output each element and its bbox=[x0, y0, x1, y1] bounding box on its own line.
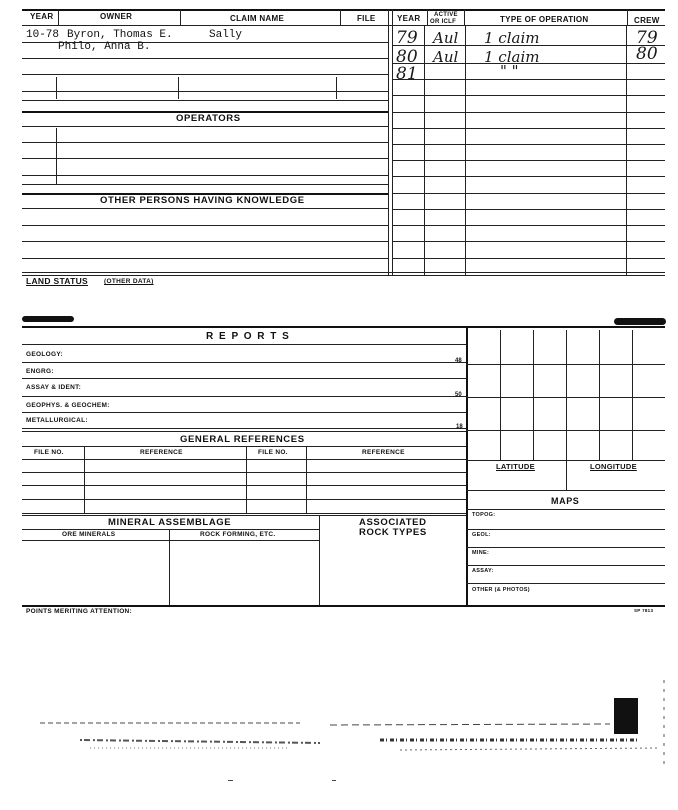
land-status-subheading: (OTHER DATA) bbox=[104, 278, 154, 285]
col-active-header-2: OR ICLF bbox=[430, 19, 457, 25]
right-row-line bbox=[392, 209, 665, 210]
hdr-sep bbox=[58, 9, 59, 25]
latlong-grid-line bbox=[466, 460, 665, 461]
reports-line bbox=[22, 344, 466, 345]
maps-geol-label: GEOL: bbox=[472, 532, 491, 538]
land-status-heading: LAND STATUS bbox=[26, 276, 89, 286]
top-border bbox=[22, 9, 665, 11]
other-persons-heading: OTHER PERSONS HAVING KNOWLEDGE bbox=[100, 195, 305, 206]
ref-col-reference: REFERENCE bbox=[140, 449, 183, 456]
mineral-line bbox=[22, 529, 319, 530]
latlong-grid-line bbox=[566, 330, 567, 490]
right-row-line bbox=[392, 95, 665, 96]
bottom-section-bottom-line bbox=[22, 605, 665, 607]
right-row-line bbox=[392, 176, 665, 177]
reports-line bbox=[22, 378, 466, 379]
entry-owner: Byron, Thomas E. bbox=[67, 29, 173, 41]
references-line bbox=[22, 446, 466, 447]
references-col-line bbox=[246, 446, 247, 514]
latlong-grid-line bbox=[466, 490, 665, 491]
rock-forming-header: ROCK FORMING, ETC. bbox=[200, 531, 276, 538]
left-row-line bbox=[22, 184, 388, 185]
col-crew-header: CREW bbox=[634, 16, 660, 25]
latlong-grid-line bbox=[533, 330, 534, 460]
right-row-line bbox=[392, 79, 665, 80]
references-line bbox=[22, 472, 466, 473]
latlong-grid-line bbox=[599, 330, 600, 460]
left-col-line bbox=[178, 77, 179, 99]
maps-topog-label: TOPOG: bbox=[472, 512, 496, 518]
right-row-line bbox=[392, 160, 665, 161]
latlong-grid-line bbox=[500, 330, 501, 460]
left-row-line bbox=[22, 158, 388, 159]
activity-crew: 80 bbox=[636, 44, 658, 64]
hdr-sep bbox=[180, 9, 181, 25]
mineral-assemblage-heading: MINERAL ASSEMBLAGE bbox=[108, 517, 232, 528]
latlong-grid-line bbox=[466, 430, 665, 431]
left-col-line bbox=[56, 77, 57, 99]
report-label-geology: GEOLOGY: bbox=[26, 351, 63, 358]
activity-active: Aul bbox=[433, 48, 459, 66]
reports-line bbox=[22, 396, 466, 397]
activity-year: 79 bbox=[396, 28, 418, 48]
left-row-line bbox=[22, 241, 388, 242]
activity-year: 80 bbox=[396, 47, 418, 67]
main-divider bbox=[388, 9, 389, 275]
right-row-line bbox=[392, 144, 665, 145]
references-col-line bbox=[84, 446, 85, 514]
activity-active: Aul bbox=[433, 29, 459, 47]
maps-heading: MAPS bbox=[551, 496, 580, 506]
report-label-metallurgical: METALLURGICAL: bbox=[26, 417, 88, 424]
hdr-sep bbox=[340, 9, 341, 25]
mineral-col-line bbox=[319, 515, 320, 606]
bottom-section-top-line bbox=[22, 326, 665, 328]
ref-col-file-no: FILE NO. bbox=[258, 449, 288, 456]
left-row-line bbox=[22, 58, 388, 59]
left-row-line bbox=[22, 100, 388, 101]
activity-operation: " " bbox=[500, 62, 519, 80]
activity-year: 81 bbox=[396, 64, 418, 84]
right-row-line bbox=[392, 128, 665, 129]
references-line bbox=[22, 459, 466, 460]
reports-line bbox=[22, 412, 466, 413]
maps-assay-label: ASSAY: bbox=[472, 568, 494, 574]
hdr-sep bbox=[627, 9, 628, 25]
operators-heading: OPERATORS bbox=[176, 113, 241, 124]
latitude-label: LATITUDE bbox=[496, 462, 535, 471]
col-file-header: FILE bbox=[357, 14, 376, 23]
header-divider bbox=[22, 25, 665, 26]
references-line bbox=[22, 485, 466, 486]
maps-line bbox=[466, 547, 665, 548]
report-label-engrg: ENGRG: bbox=[26, 368, 54, 375]
left-row-line bbox=[22, 126, 388, 127]
left-row-line bbox=[22, 175, 388, 176]
latlong-grid-line bbox=[632, 330, 633, 460]
general-references-heading: GENERAL REFERENCES bbox=[180, 434, 305, 445]
hdr-sep bbox=[464, 9, 465, 25]
right-row-line bbox=[392, 193, 665, 194]
right-row-line bbox=[392, 112, 665, 113]
entry-owner: Philo, Anna B. bbox=[58, 41, 151, 53]
col-type-of-operation-header: TYPE OF OPERATION bbox=[500, 15, 589, 24]
left-row-line bbox=[22, 225, 388, 226]
maps-other-label: OTHER (& PHOTOS) bbox=[472, 587, 530, 593]
reports-heading: R E P O R T S bbox=[206, 331, 291, 342]
report-num: 50 bbox=[455, 392, 462, 398]
longitude-label: LONGITUDE bbox=[590, 462, 637, 471]
left-col-line bbox=[56, 128, 57, 184]
col-active-header-1: ACTIVE bbox=[434, 12, 458, 18]
maps-mine-label: MINE: bbox=[472, 550, 490, 556]
top-section-bottom-line bbox=[22, 272, 665, 273]
left-col-line bbox=[336, 77, 337, 99]
associated-rock-types-heading-2: ROCK TYPES bbox=[359, 527, 427, 538]
reports-divider bbox=[466, 326, 468, 606]
report-num: 48 bbox=[455, 358, 462, 364]
entry-year: 10-78 bbox=[26, 29, 60, 41]
main-divider bbox=[392, 9, 393, 275]
col-owner-header: OWNER bbox=[100, 12, 133, 21]
activity-operation: 1 claim bbox=[484, 48, 540, 66]
form-number: SP 7813 bbox=[634, 608, 654, 613]
report-num: 18 bbox=[456, 424, 463, 430]
left-row-line bbox=[22, 258, 388, 259]
reports-line bbox=[22, 428, 466, 429]
entry-claim-name: Sally bbox=[209, 29, 243, 41]
points-meriting-attention: POINTS MERITING ATTENTION: bbox=[26, 608, 133, 615]
latlong-grid-line bbox=[466, 364, 665, 365]
reports-line bbox=[22, 431, 466, 432]
report-label-assay: ASSAY & IDENT: bbox=[26, 384, 82, 391]
maps-line bbox=[466, 529, 665, 530]
left-row-line bbox=[22, 91, 388, 92]
right-row-line bbox=[392, 241, 665, 242]
col-year2-header: YEAR bbox=[397, 14, 421, 23]
punch-mark bbox=[614, 318, 666, 325]
left-row-line bbox=[22, 142, 388, 143]
punch-mark bbox=[22, 316, 74, 322]
right-row-line bbox=[392, 225, 665, 226]
activity-operation: 1 claim bbox=[484, 29, 540, 47]
mineral-line bbox=[22, 540, 319, 541]
ref-col-reference: REFERENCE bbox=[362, 449, 405, 456]
maps-line bbox=[466, 509, 665, 510]
scan-noise bbox=[0, 680, 678, 790]
hdr-sep bbox=[427, 9, 428, 25]
maps-line bbox=[466, 565, 665, 566]
activity-crew: 79 bbox=[636, 28, 658, 48]
reports-line bbox=[22, 362, 466, 363]
report-label-geophys: GEOPHYS. & GEOCHEM: bbox=[26, 402, 110, 409]
references-line bbox=[22, 515, 466, 516]
ref-col-file-no: FILE NO. bbox=[34, 449, 64, 456]
references-line bbox=[22, 513, 466, 514]
latlong-grid-line bbox=[466, 397, 665, 398]
right-row-line bbox=[392, 258, 665, 259]
top-section-bottom-line bbox=[22, 275, 665, 276]
col-year-header: YEAR bbox=[30, 12, 54, 21]
associated-rock-types-heading-1: ASSOCIATED bbox=[359, 517, 427, 528]
left-row-line bbox=[22, 208, 388, 209]
ore-minerals-header: ORE MINERALS bbox=[62, 531, 116, 538]
maps-line bbox=[466, 583, 665, 584]
references-col-line bbox=[306, 446, 307, 514]
left-row-line bbox=[22, 74, 388, 75]
col-claim-name-header: CLAIM NAME bbox=[230, 14, 285, 23]
references-line bbox=[22, 499, 466, 500]
